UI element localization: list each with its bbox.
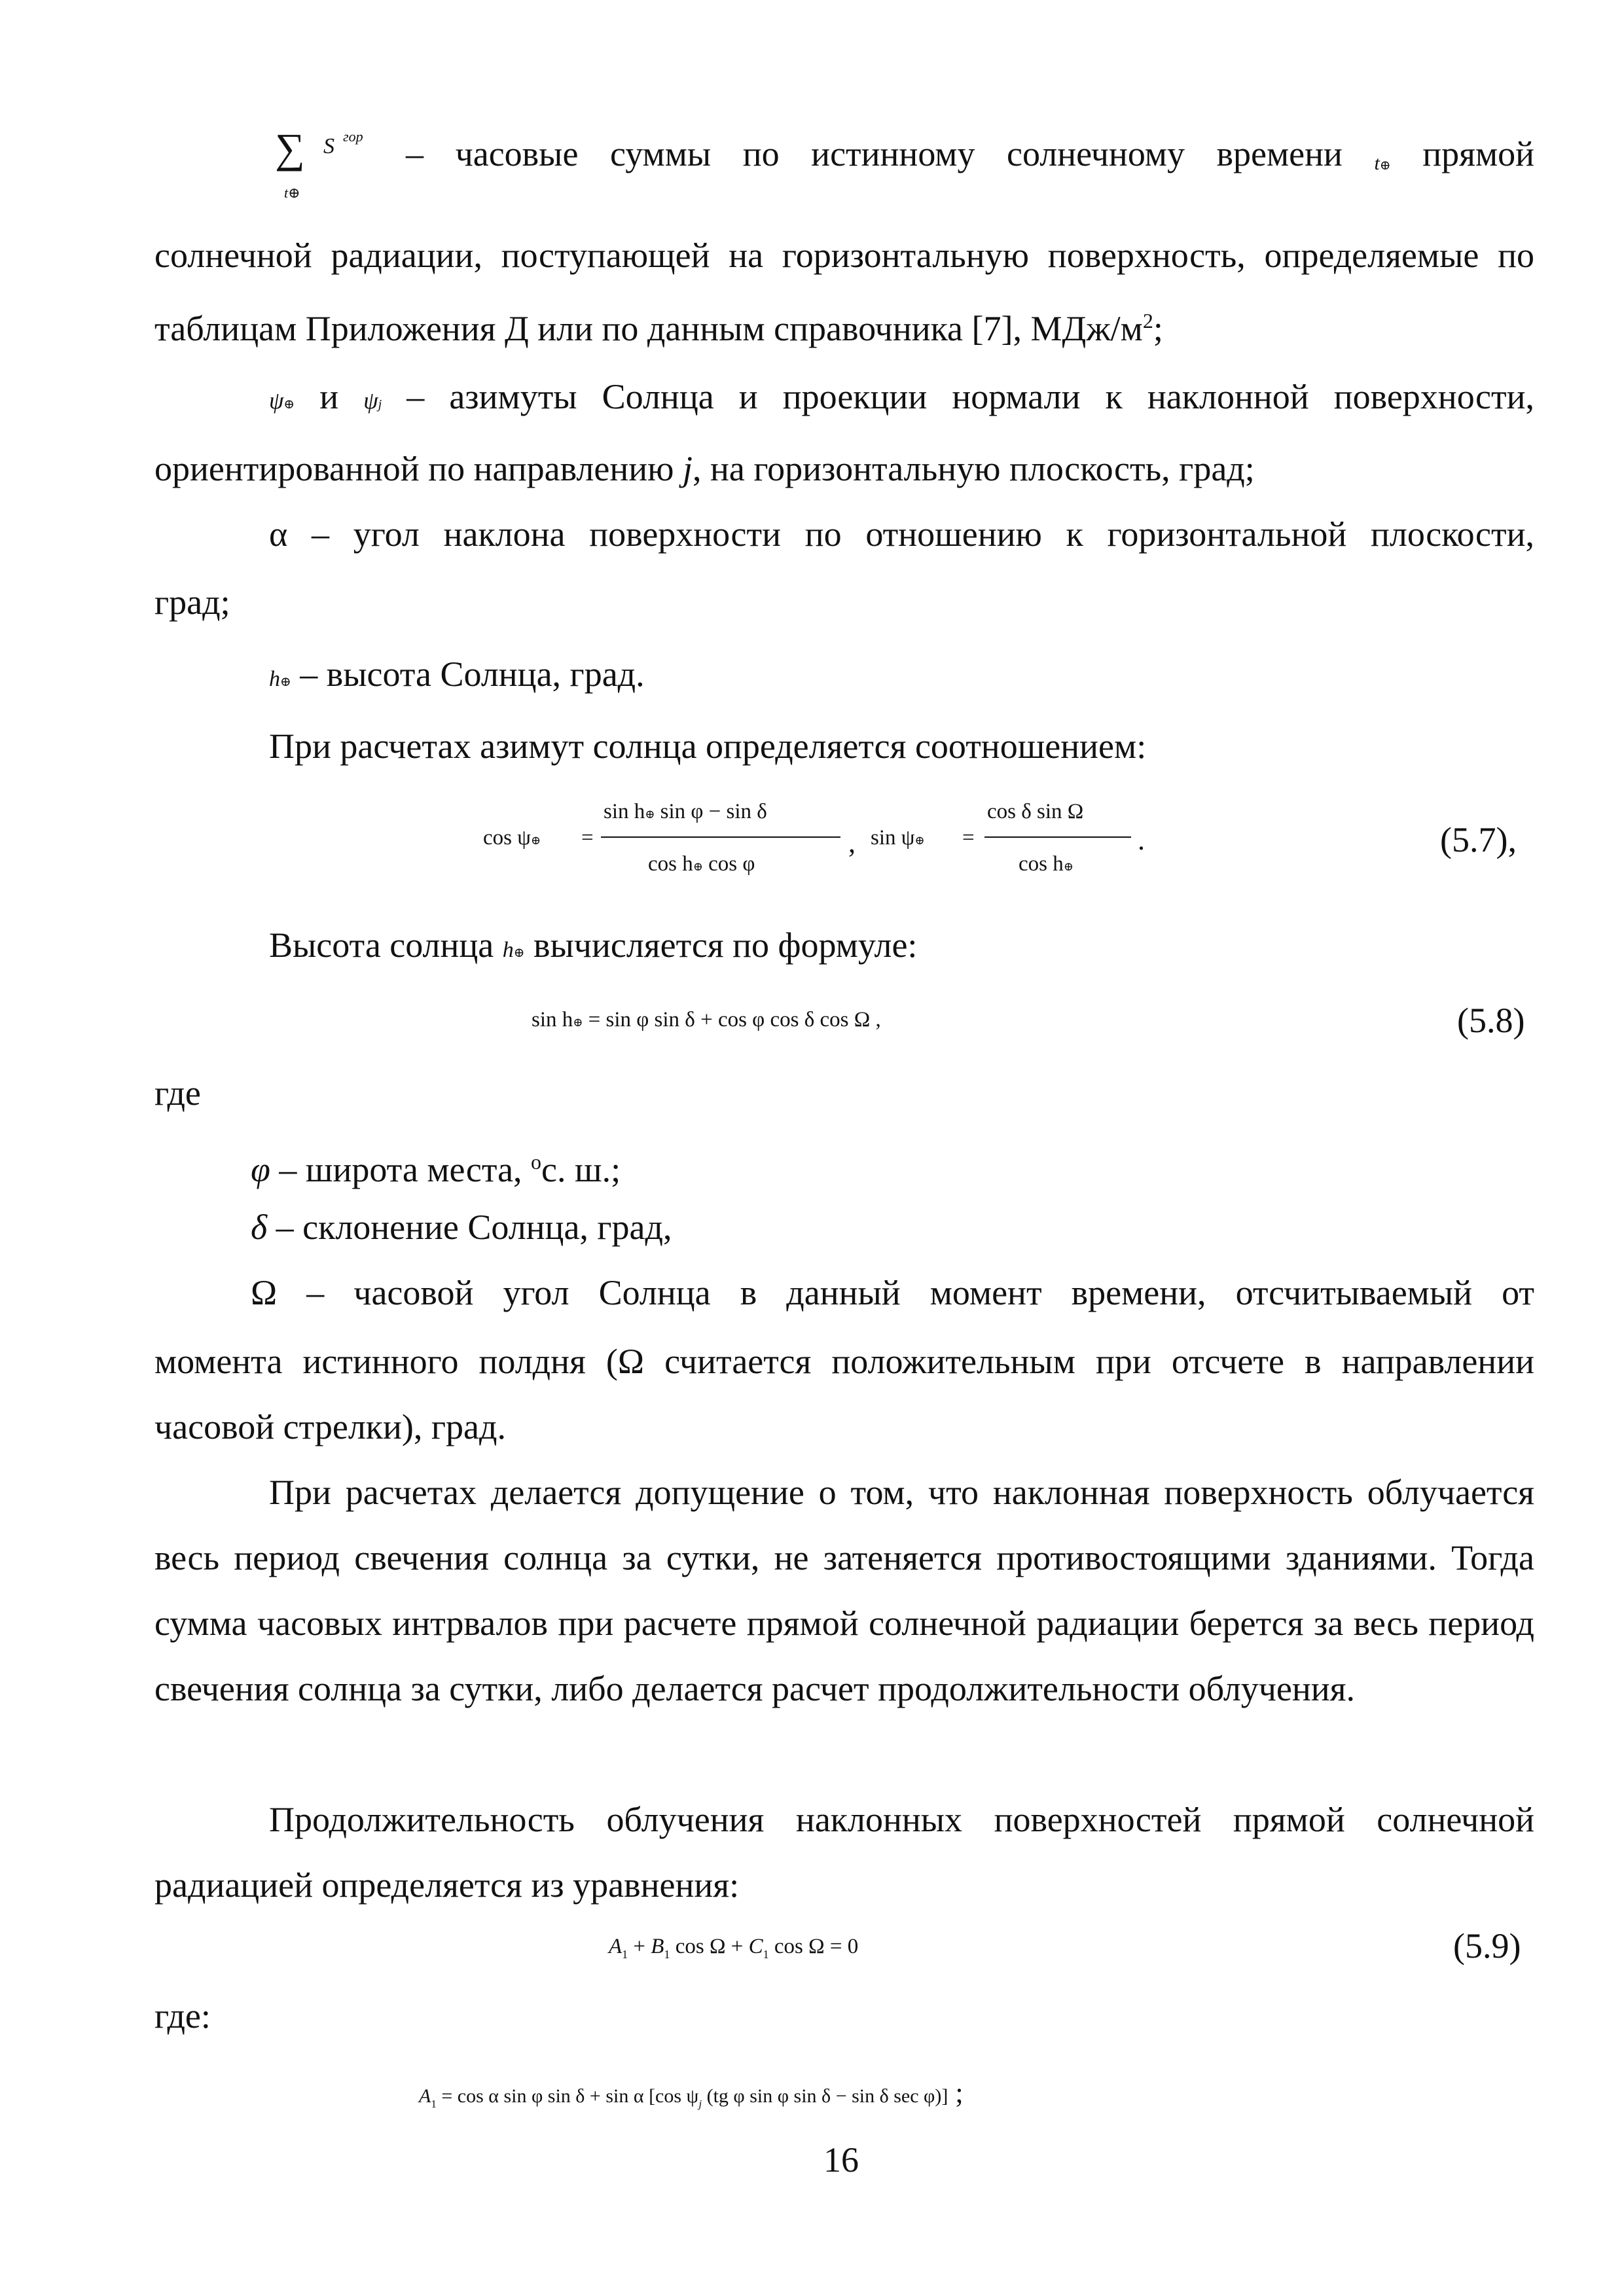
eq57-lhs2: sin ψ⊕ — [871, 826, 925, 850]
and-word: и — [319, 377, 339, 416]
psi-j-symbol: ψj — [363, 387, 382, 414]
eq59-formula: $A_1 + B_1$ $\cos \Omega + C_1$ cos Ω = 0 — [609, 1935, 859, 1961]
eq57-lhs1: cos ψ⊕ — [483, 826, 541, 850]
eq58-number: (5.8) — [1457, 1001, 1525, 1040]
where-label-1: где — [154, 1073, 201, 1113]
sum-subscript: t⊕ — [284, 185, 300, 201]
page-number: 16 — [823, 2140, 859, 2179]
paragraph-assumption: При расчетах делается допущение о том, что наклонная поверхность облучается весь период свечения солнца за сутки, не затеняется противостоящими зданиями. Тогда сумма часовых интрвалов при расчете прямой солнечной радиации берется за весь период свечения солнца за сутки, либо делается расчет продолжительности облучения. — [154, 1473, 1534, 1708]
eq58-formula: sin h⊕ = sin φ sin δ + cos φ cos δ cos Ω , — [532, 1008, 881, 1031]
hour-angle-continuation: момента истинного полдня (Ω считается положительным при отсчете в направлении часовой стрелки), град. — [154, 1342, 1534, 1446]
sum-definition-text: – часовые суммы по истинному солнечному времени — [406, 134, 1343, 173]
paragraph-solar-radiation: солнечной радиации, поступающей на горизонтальную поверхность, определяемые по таблицам Приложения Д или по данным справочника [7], МДж/$м^2$; — [154, 236, 1534, 348]
eq57-numerator-1: sin h⊕ sin φ − sin δ — [604, 800, 767, 823]
sum-symbol: ∑ — [275, 125, 305, 171]
sun-height-definition: h⊕ – высота Солнца, град. — [269, 655, 645, 694]
eq57-number: (5.7), — [1440, 820, 1517, 859]
sum-variable: S — [323, 134, 334, 158]
sum-definition-end: прямой — [1422, 134, 1535, 173]
where-label-2: где: — [154, 1996, 211, 2036]
eq57-equals-2: = — [962, 826, 975, 850]
h-symbol: h⊕ — [269, 667, 291, 691]
eq57-comma: , — [848, 827, 856, 859]
hour-angle-definition: Ω – часовой угол Солнца в данный момент времени, отсчитываемый от — [251, 1273, 1534, 1312]
alpha-definition-line: α – угол наклона поверхности по отношению к горизонтальной плоскости, — [269, 514, 1534, 554]
eq57-dot: . — [1138, 824, 1145, 856]
declination-definition: δ – склонение Солнца, град, — [251, 1208, 672, 1247]
eq57-numerator-2: cos δ sin Ω — [987, 800, 1084, 823]
eq57-fraction-bar-1 — [601, 836, 840, 838]
t-symbol: t⊕ — [1374, 152, 1391, 174]
eq57-equals-1: = — [581, 826, 594, 850]
sum-definition-line — [406, 134, 1534, 181]
alpha-definition-continuation: град; — [154, 583, 230, 622]
orientation-line: ориентированной по направлению j, на горизонтальную плоскость, град; — [154, 449, 1255, 488]
height-intro: Высота солнца h⊕ вычисляется по формуле: — [269, 925, 918, 965]
psi-sun-symbol: ψ⊕ — [269, 387, 295, 414]
paragraph-duration: Продолжительность облучения наклонных поверхностей прямой солнечной радиацией определяется из уравнения: — [154, 1800, 1534, 1905]
eq57-fraction-bar-2 — [984, 836, 1131, 838]
h-symbol-inline: h⊕ — [502, 938, 525, 962]
a1-formula: $A_1 = \cos \alpha$ sin φ sin δ + sin α [cos $\psi_j$ (tg φ sin φ sin δ − sin δ sec φ)] ; — [419, 2077, 964, 2110]
eq57-denominator-1: cos h⊕ cos φ — [648, 852, 755, 876]
latitude-definition: φ – широта места, $^о$с. ш.; — [251, 1150, 621, 1189]
azimuth-definition-line — [269, 377, 1534, 424]
eq57-denominator-2: cos h⊕ — [1019, 852, 1074, 876]
eq59-number: (5.9) — [1453, 1926, 1521, 1965]
azimuth-intro: При расчетах азимут солнца определяется соотношением: — [269, 726, 1147, 766]
azimuth-definition-text: – азимуты Солнца и проекции нормали к наклонной поверхности, — [406, 377, 1535, 416]
sum-superscript: гор — [343, 128, 363, 145]
